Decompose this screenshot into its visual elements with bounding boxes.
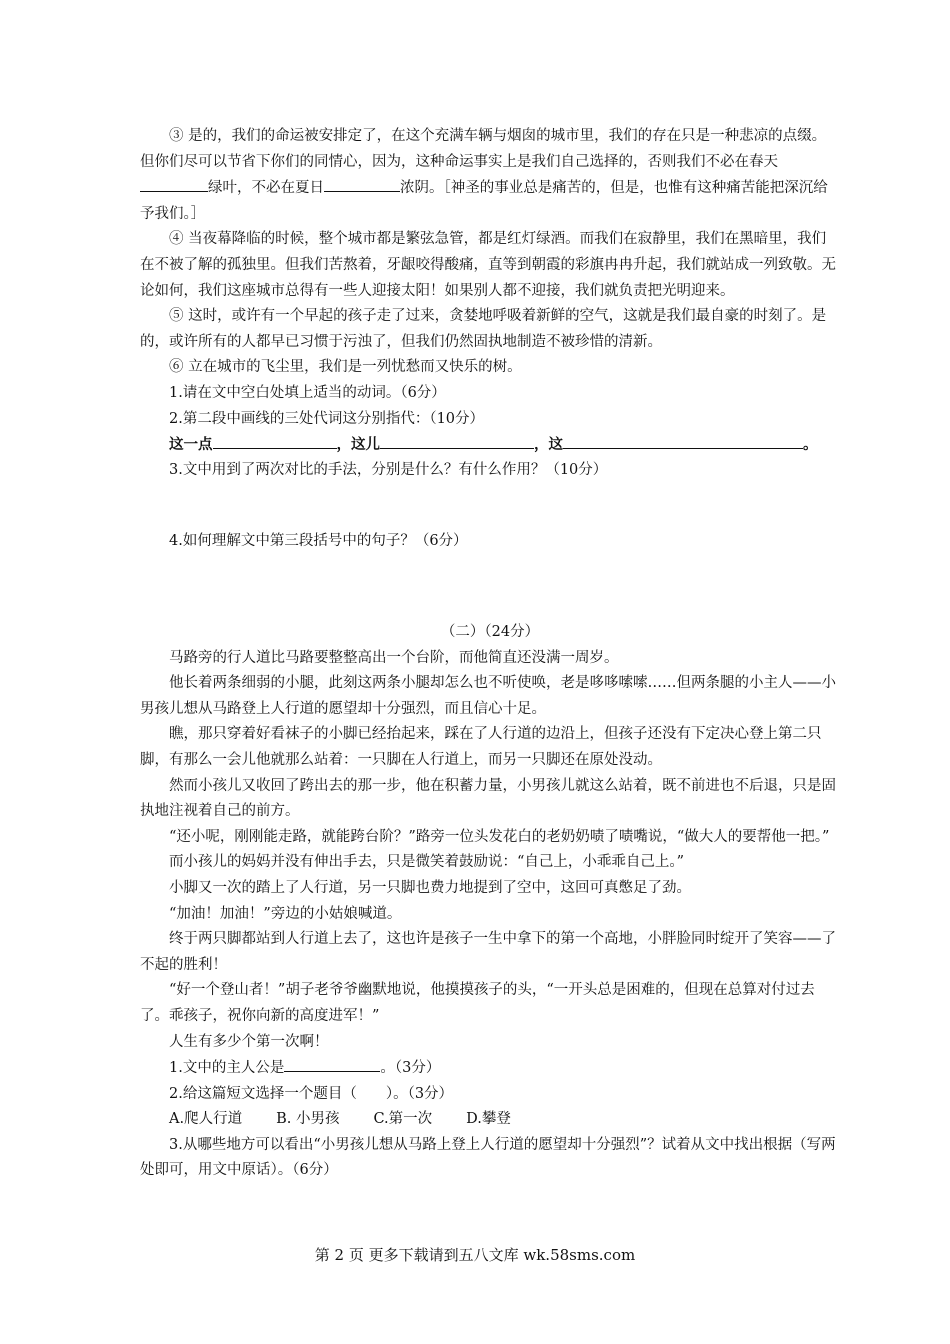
- p2-paragraph-9: 终于两只脚都站到人行道上去了，这也许是孩子一生中拿下的第一个高地，小胖脸同时绽开了笑容——了不起的胜利！: [140, 931, 836, 973]
- p2-paragraph-10: “好一个登山者！”胡子老爷爷幽默地说，他摸摸孩子的头，“一开头总是困难的，但现在总算对付过去了。乖孩子，祝你向新的高度进军！”: [140, 982, 815, 1024]
- question-4: 4.如何理解文中第三段括号中的句子？（6分）: [169, 533, 468, 550]
- paragraph-3-part-c: 浓阴。［神圣的事业总是痛苦的，但是，也惟有这种痛苦能把深沉给予我们。］: [140, 180, 828, 222]
- p2-question-2: 2.给这篇短文选择一个题目（ ）。（3分）: [169, 1085, 454, 1102]
- p2-q1-blank[interactable]: [284, 1055, 380, 1072]
- p2-paragraph-4: 然而小孩儿又收回了跨出去的那一步，他在积蓄力量，小男孩儿就这么站着，既不前进也不后退，只是固执地注视着自己的前方。: [140, 777, 836, 820]
- question-3: 3.文中用到了两次对比的手法，分别是什么？有什么作用？（10分）: [169, 461, 608, 478]
- blank-spring[interactable]: [140, 175, 208, 192]
- p2-paragraph-11: 人生有多少个第一次啊！: [169, 1033, 329, 1050]
- p2-paragraph-5: “还小呢，刚刚能走路，就能跨台阶？”路旁一位头发花白的老奶奶啧了啧嘴说，“做大人的要帮他一把。”: [169, 828, 830, 845]
- p2-paragraph-3: 瞧，那只穿着好看袜子的小脚已经抬起来，踩在了人行道的边沿上，但孩子还没有下定决心登上第二只脚，有那么一会儿他就那么站着：一只脚在人行道上，而另一只脚还在原处没动。: [140, 726, 822, 768]
- blank-summer[interactable]: [324, 175, 400, 192]
- question-2: 2.第二段中画线的三处代词这分别指代：（10分）: [169, 410, 485, 427]
- paragraph-3: [140, 124, 840, 227]
- option-c[interactable]: C.第一次: [373, 1111, 433, 1128]
- p2-q1-end: 。（3分）: [380, 1060, 441, 1077]
- q2-blank-a[interactable]: [213, 432, 337, 449]
- q2-label-b: ，这儿: [336, 436, 380, 454]
- option-a[interactable]: A.爬人行道: [169, 1111, 243, 1128]
- q2-label-c: ，这: [534, 436, 563, 454]
- answer-space-3: [140, 483, 840, 529]
- paragraph-3-part-a: ③ 是的，我们的命运被安排定了，在这个充满车辆与烟囱的城市里，我们的存在只是一种悲凉的点缀。但你们尽可以节省下你们的同情心，因为，这种命运事实上是我们自己选择的，否则我们不必在春天: [140, 128, 827, 170]
- option-b[interactable]: B. 小男孩: [276, 1111, 340, 1128]
- q2-end: 。: [803, 436, 818, 454]
- p2-question-1: [140, 1055, 840, 1082]
- p2-question-2-options: [140, 1107, 840, 1133]
- p2-paragraph-1: 马路旁的行人道比马路要整整高出一个台阶，而他简直还没满一周岁。: [169, 649, 619, 666]
- passage-two: [140, 620, 840, 1184]
- q2-label-a: 这一点: [169, 436, 213, 454]
- question-2-answer-line: [140, 432, 840, 458]
- paragraph-4: ④ 当夜幕降临的时候，整个城市都是繁弦急管，都是红灯绿酒。而我们在寂静里，我们在黑暗里，我们在不被了解的孤独里。但我们苦熬着，牙龈咬得酸痛，直等到朝霞的彩旗冉冉升起，我们就站成一列致敬。无论如何，我们这座城市总得有一些人迎接太阳！如果别人都不迎接，我们就负责把光明迎来。: [140, 231, 836, 299]
- p2-paragraph-6: 而小孩儿的妈妈并没有伸出手去，只是微笑着鼓励说：“自己上，小乖乖自己上。”: [169, 854, 685, 871]
- p2-paragraph-7: 小脚又一次的踏上了人行道，另一只脚也费力地提到了空中，这回可真憋足了劲。: [169, 879, 691, 896]
- p2-q1-label: 1.文中的主人公是: [169, 1060, 285, 1077]
- paragraph-5: ⑤ 这时，或许有一个早起的孩子走了过来，贪婪地呼吸着新鲜的空气，这就是我们最自豪的时刻了。是的，或许所有的人都早已习惯于污浊了，但我们仍然固执地制造不被珍惜的清新。: [140, 308, 827, 350]
- question-1: 1.请在文中空白处填上适当的动词。（6分）: [169, 384, 446, 401]
- p2-paragraph-2: 他长着两条细弱的小腿，此刻这两条小腿却怎么也不听使唤，老是哆哆嗦嗦……但两条腿的小主人——小男孩儿想从马路登上人行道的愿望却十分强烈，而且信心十足。: [140, 675, 836, 717]
- page-footer: 第 2 页 更多下载请到五八文库 wk.58sms.com: [314, 1246, 636, 1264]
- passage-one: [140, 124, 840, 555]
- q2-blank-c[interactable]: [563, 432, 803, 449]
- section-title: （二）（24分）: [440, 624, 540, 640]
- paragraph-6: ⑥ 立在城市的飞尘里，我们是一列忧愁而又快乐的树。: [169, 359, 522, 376]
- q2-blank-b[interactable]: [380, 432, 534, 449]
- option-d[interactable]: D.攀登: [466, 1111, 511, 1128]
- paragraph-3-part-b: 绿叶，不必在夏日: [208, 180, 324, 197]
- p2-question-3: 3.从哪些地方可以看出“小男孩儿想从马路上登上人行道的愿望却十分强烈”？试着从文中找出根据（写两处即可，用文中原话）。（6分）: [140, 1136, 836, 1179]
- p2-paragraph-8: “加油！加油！”旁边的小姑娘喊道。: [169, 905, 402, 922]
